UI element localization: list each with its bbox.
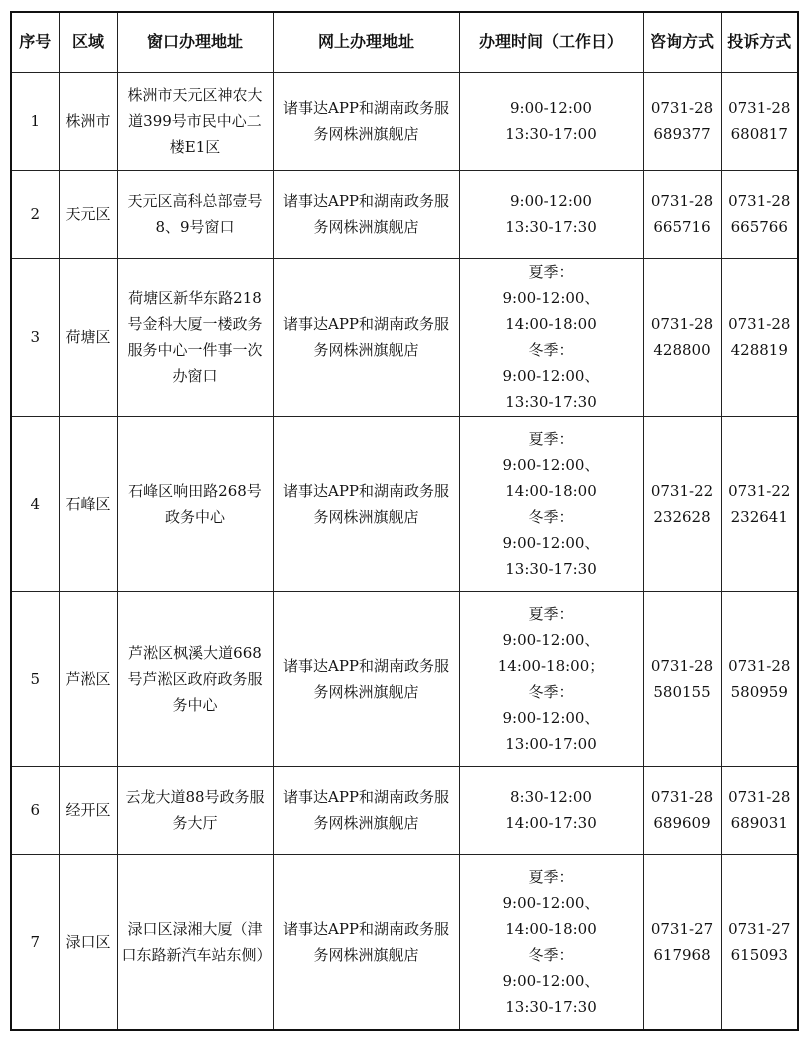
header-region: 区域 (59, 12, 117, 72)
cell-consult-phone: 0731-28580155 (643, 591, 721, 766)
table-body (11, 72, 798, 1030)
service-locations-document (10, 11, 799, 1031)
cell-region: 渌口区 (59, 854, 117, 1030)
hours-line: 14:00-18:00 (505, 919, 597, 938)
hours-line: 冬季： (528, 341, 574, 359)
table-row (11, 416, 798, 591)
hours-line: 14:00-18:00 (505, 481, 597, 500)
cell-hours (459, 170, 643, 258)
table-row (11, 854, 798, 1030)
cell-hours (459, 258, 643, 416)
cell-region: 石峰区 (59, 416, 117, 591)
hours-line: 9:00-12:00、 (502, 893, 600, 912)
hours-line: 冬季： (528, 507, 574, 526)
cell-seq: 1 (11, 72, 59, 170)
cell-complaint-phone: 0731-28665766 (721, 170, 798, 258)
header-seq: 序号 (11, 12, 59, 72)
cell-seq: 5 (11, 591, 59, 766)
cell-seq: 4 (11, 416, 59, 591)
hours-line: 13:30-17:30 (505, 559, 597, 578)
cell-window-address: 渌口区渌湘大厦（津口东路新汽车站东侧） (117, 854, 273, 1030)
cell-window-address: 石峰区响田路268号政务中心 (117, 416, 273, 591)
hours-line: 9:00-12:00、 (502, 630, 600, 649)
cell-online-address: 诸事达APP和湖南政务服务网株洲旗舰店 (273, 170, 459, 258)
cell-seq: 3 (11, 258, 59, 416)
cell-region: 株洲市 (59, 72, 117, 170)
cell-hours (459, 591, 643, 766)
hours-line: 13:30-17:30 (505, 997, 597, 1016)
cell-seq: 2 (11, 170, 59, 258)
cell-consult-phone: 0731-27617968 (643, 854, 721, 1030)
hours-line: 夏季： (528, 604, 574, 623)
hours-line: 夏季： (528, 429, 574, 448)
cell-consult-phone: 0731-28665716 (643, 170, 721, 258)
header-hours: 办理时间（工作日） (459, 12, 643, 72)
hours-line: 9:00-12:00、 (502, 533, 600, 552)
hours-line: 冬季： (528, 945, 574, 964)
cell-window-address: 云龙大道88号政务服务大厅 (117, 766, 273, 854)
hours-line: 14:00-17:30 (505, 814, 597, 832)
hours-line: 夏季： (528, 867, 574, 886)
hours-line: 9:00-12:00、 (502, 455, 600, 474)
hours-line: 9:00-12:00、 (502, 708, 600, 727)
table-row (11, 258, 798, 416)
hours-line: 13:00-17:00 (505, 734, 597, 753)
hours-line: 夏季： (528, 263, 574, 281)
cell-hours (459, 766, 643, 854)
cell-hours (459, 416, 643, 591)
header-online-address: 网上办理地址 (273, 12, 459, 72)
cell-window-address: 荷塘区新华东路218号金科大厦一楼政务服务中心一件事一次办窗口 (117, 258, 273, 416)
header-consult: 咨询方式 (643, 12, 721, 72)
hours-line: 9:00-12:00、 (502, 367, 600, 385)
header-window-address: 窗口办理地址 (117, 12, 273, 72)
hours-line: 13:30-17:00 (505, 125, 597, 143)
table-row (11, 766, 798, 854)
cell-region: 经开区 (59, 766, 117, 854)
cell-seq: 6 (11, 766, 59, 854)
cell-consult-phone: 0731-28428800 (643, 258, 721, 416)
cell-online-address: 诸事达APP和湖南政务服务网株洲旗舰店 (273, 766, 459, 854)
table-row (11, 170, 798, 258)
cell-complaint-phone: 0731-28689031 (721, 766, 798, 854)
hours-line: 9:00-12:00 (510, 192, 592, 210)
cell-online-address: 诸事达APP和湖南政务服务网株洲旗舰店 (273, 854, 459, 1030)
header-complaint: 投诉方式 (721, 12, 798, 72)
cell-consult-phone: 0731-28689377 (643, 72, 721, 170)
cell-consult-phone: 0731-28689609 (643, 766, 721, 854)
cell-complaint-phone: 0731-22232641 (721, 416, 798, 591)
cell-window-address: 天元区高科总部壹号8、9号窗口 (117, 170, 273, 258)
cell-region: 荷塘区 (59, 258, 117, 416)
hours-line: 8:30-12:00 (510, 788, 592, 806)
hours-line: 13:30-17:30 (505, 393, 597, 411)
cell-complaint-phone: 0731-27615093 (721, 854, 798, 1030)
table-header-row (11, 12, 798, 72)
hours-line: 13:30-17:30 (505, 218, 597, 236)
cell-online-address: 诸事达APP和湖南政务服务网株洲旗舰店 (273, 591, 459, 766)
cell-complaint-phone: 0731-28580959 (721, 591, 798, 766)
cell-online-address: 诸事达APP和湖南政务服务网株洲旗舰店 (273, 258, 459, 416)
cell-complaint-phone: 0731-28680817 (721, 72, 798, 170)
cell-consult-phone: 0731-22232628 (643, 416, 721, 591)
service-locations-table (10, 11, 799, 1031)
cell-window-address: 芦淞区枫溪大道668号芦淞区政府政务服务中心 (117, 591, 273, 766)
cell-region: 芦淞区 (59, 591, 117, 766)
table-row (11, 591, 798, 766)
cell-seq: 7 (11, 854, 59, 1030)
cell-online-address: 诸事达APP和湖南政务服务网株洲旗舰店 (273, 416, 459, 591)
hours-line: 9:00-12:00 (510, 99, 592, 117)
table-row (11, 72, 798, 170)
hours-line: 9:00-12:00、 (502, 289, 600, 307)
cell-window-address: 株洲市天元区神农大道399号市民中心二楼E1区 (117, 72, 273, 170)
cell-hours (459, 72, 643, 170)
hours-line: 14:00-18:00； (497, 656, 605, 675)
hours-line: 14:00-18:00 (505, 315, 597, 333)
cell-region: 天元区 (59, 170, 117, 258)
hours-line: 9:00-12:00、 (502, 971, 600, 990)
hours-line: 冬季： (528, 682, 574, 701)
cell-complaint-phone: 0731-28428819 (721, 258, 798, 416)
cell-hours (459, 854, 643, 1030)
cell-online-address: 诸事达APP和湖南政务服务网株洲旗舰店 (273, 72, 459, 170)
